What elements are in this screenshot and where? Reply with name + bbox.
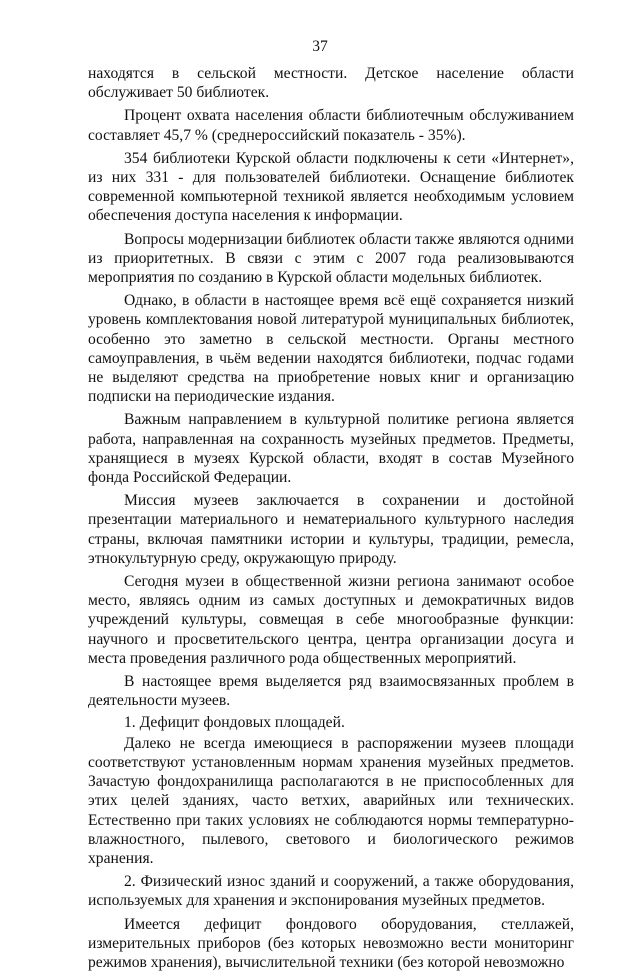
paragraph-5: Однако, в области в настоящее время всё ещё сохраняется низкий уровень комплектования новой литературой муниципальных библиотек, особенно это заметно в сельской местности. Органы местного самоуправления, в чьём ведении находятся библиотеки, подчас годами не выделяют средства на приобретение новых книг и организацию подписки на периодические издания. (88, 292, 574, 406)
list-item-1: 1. Дефицит фондовых площадей. (124, 713, 345, 731)
paragraph-9: В настоящее время выделяется ряд взаимосвязанных проблем в деятельности музеев. (88, 673, 574, 710)
paragraph-8: Сегодня музеи в общественной жизни региона занимают особое место, являясь одним из самых доступных и демократичных видов учреждений культуры, совмещая в себе многообразные функции: научного и просветительского центра, центра организации досуга и места проведения различного рода общественных мероприятий. (88, 573, 574, 667)
paragraph-10: Далеко не всегда имеющиеся в распоряжении музеев площади соответствуют установленным нормам хранения музейных предметов. Зачастую фондохранилища располагаются в не приспособленных для этих целей зданиях, часто ветхих, аварийных или технических. Естественно при таких условиях не соблюдаются нормы температурно-влажностного, пылевого, светового и биологического режимов хранения. (88, 734, 574, 867)
paragraph-4: Вопросы модернизации библиотек области также являются одними из приоритетных. В связи с этим с 2007 года реализовываются мероприятия по созданию в Курской области модельных библиотек. (88, 230, 574, 287)
paragraph-1: находятся в сельской местности. Детское население области обслуживает 50 библиотек. (88, 65, 574, 102)
list-item-2: 2. Физический износ зданий и сооружений, а также оборудования, используемых для хранения и экспонирования музейных предметов. (88, 873, 574, 910)
paragraph-11: Имеется дефицит фондового оборудования, стеллажей, измерительных приборов (без которых невозможно вести мониторинг режимов хранения), вычислительной техники (без которой невозможно (88, 915, 574, 971)
paragraph-6: Важным направлением в культурной политике региона является работа, направленная на сохранность музейных предметов. Предметы, хранящиеся в музеях Курской области, входят в состав Музейного фонда Российской Федерации. (88, 411, 574, 487)
document-body (88, 64, 574, 976)
paragraph-2: Процент охвата населения области библиотечным обслуживанием составляет 45,7 % (среднероссийский показатель - 35%). (88, 107, 574, 144)
paragraph-7: Миссия музеев заключается в сохранении и достойной презентации материального и нематериального культурного наследия страны, включая памятники истории и культуры, традиции, ремесла, этнокультурную среду, окружающую природу. (88, 492, 574, 567)
page-number: 37 (312, 38, 328, 55)
paragraph-3: 354 библиотеки Курской области подключены к сети «Интернет», из них 331 - для пользователей библиотеки. Оснащение библиотек современной компьютерной техникой является необходимым условием обеспечения доступа населения к информации. (88, 149, 574, 225)
